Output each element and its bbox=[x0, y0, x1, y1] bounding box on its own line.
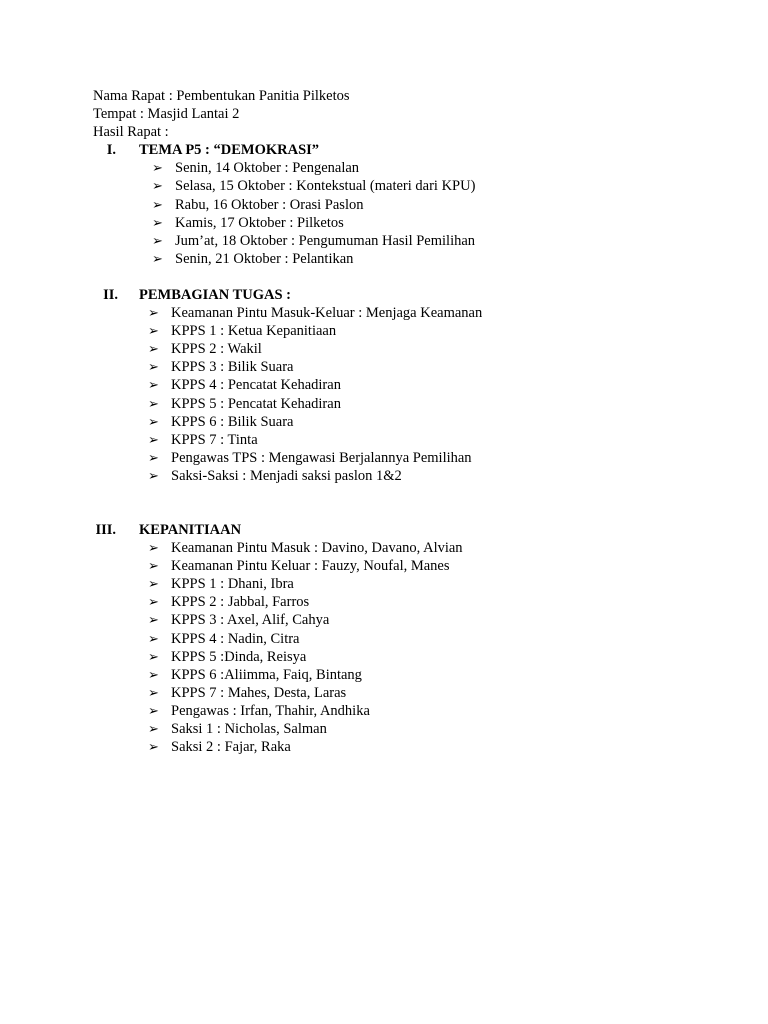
arrowhead-bullet-icon: ➢ bbox=[152, 160, 163, 176]
arrowhead-bullet-icon: ➢ bbox=[148, 395, 159, 411]
list-item: ➢ KPPS 2 : Jabbal, Farros bbox=[148, 594, 310, 611]
arrowhead-bullet-icon: ➢ bbox=[148, 666, 159, 682]
list-item: ➢ Keamanan Pintu Masuk : Davino, Davano, Alvian bbox=[148, 540, 463, 557]
arrowhead-bullet-icon: ➢ bbox=[148, 630, 159, 646]
list-item: ➢ Saksi 2 : Fajar, Raka bbox=[148, 739, 291, 756]
arrowhead-bullet-icon: ➢ bbox=[148, 359, 159, 375]
task-assignment-list bbox=[93, 304, 693, 485]
list-item: ➢ KPPS 5 :Dinda, Reisya bbox=[148, 648, 307, 665]
section-numeral: I. bbox=[106, 142, 116, 159]
list-item: ➢ KPPS 3 : Bilik Suara bbox=[148, 359, 294, 376]
spacer bbox=[93, 485, 693, 521]
list-item: ➢ KPPS 6 :Aliimma, Faiq, Bintang bbox=[148, 666, 362, 683]
list-item: ➢ Senin, 14 Oktober : Pengenalan bbox=[152, 160, 360, 177]
arrowhead-bullet-icon: ➢ bbox=[148, 323, 159, 339]
list-item: ➢ KPPS 7 : Tinta bbox=[148, 431, 258, 448]
section-heading-kepanitiaan bbox=[93, 521, 693, 539]
list-item: ➢ Pengawas TPS : Mengawasi Berjalannya Pemilihan bbox=[148, 449, 472, 466]
arrowhead-bullet-icon: ➢ bbox=[152, 250, 163, 266]
section-title: TEMA P5 : “DEMOKRASI” bbox=[139, 142, 320, 159]
list-item: ➢ KPPS 7 : Mahes, Desta, Laras bbox=[148, 684, 347, 701]
arrowhead-bullet-icon: ➢ bbox=[148, 558, 159, 574]
list-item: ➢ KPPS 4 : Nadin, Citra bbox=[148, 630, 300, 647]
arrowhead-bullet-icon: ➢ bbox=[148, 377, 159, 393]
arrowhead-bullet-icon: ➢ bbox=[148, 594, 159, 610]
meeting-name: Nama Rapat : Pembentukan Panitia Pilketos bbox=[93, 88, 350, 104]
section-heading-pembagian-tugas bbox=[93, 286, 693, 304]
meeting-result-label: Hasil Rapat : bbox=[93, 124, 169, 141]
list-item: ➢ KPPS 6 : Bilik Suara bbox=[148, 413, 294, 430]
document-body bbox=[93, 87, 693, 756]
section-numeral: III. bbox=[95, 521, 116, 538]
section-title: PEMBAGIAN TUGAS : bbox=[139, 286, 291, 303]
arrowhead-bullet-icon: ➢ bbox=[152, 214, 163, 230]
meeting-place: Tempat : Masjid Lantai 2 bbox=[93, 106, 240, 123]
spacer bbox=[93, 268, 693, 286]
list-item: ➢ KPPS 2 : Wakil bbox=[148, 341, 262, 358]
arrowhead-bullet-icon: ➢ bbox=[152, 196, 163, 212]
list-item: ➢ KPPS 4 : Pencatat Kehadiran bbox=[148, 377, 341, 394]
arrowhead-bullet-icon: ➢ bbox=[148, 341, 159, 357]
arrowhead-bullet-icon: ➢ bbox=[148, 612, 159, 628]
arrowhead-bullet-icon: ➢ bbox=[148, 413, 159, 429]
list-item: ➢ Selasa, 15 Oktober : Kontekstual (materi dari KPU) bbox=[152, 178, 476, 195]
section-numeral: II. bbox=[103, 286, 118, 303]
list-item: ➢ KPPS 3 : Axel, Alif, Cahya bbox=[148, 612, 330, 629]
arrowhead-bullet-icon: ➢ bbox=[148, 739, 159, 755]
list-item: ➢ Pengawas : Irfan, Thahir, Andhika bbox=[148, 702, 370, 719]
list-item: ➢ Saksi-Saksi : Menjadi saksi paslon 1&2 bbox=[148, 467, 402, 484]
section-title: KEPANITIAAN bbox=[139, 521, 242, 538]
list-item: ➢ Rabu, 16 Oktober : Orasi Paslon bbox=[152, 196, 364, 213]
arrowhead-bullet-icon: ➢ bbox=[148, 684, 159, 700]
list-item: ➢ Kamis, 17 Oktober : Pilketos bbox=[152, 214, 344, 231]
arrowhead-bullet-icon: ➢ bbox=[152, 178, 163, 194]
list-item: ➢ Senin, 21 Oktober : Pelantikan bbox=[152, 250, 354, 267]
committee-list bbox=[93, 539, 693, 756]
list-item: ➢ Keamanan Pintu Keluar : Fauzy, Noufal, Manes bbox=[148, 558, 450, 575]
arrowhead-bullet-icon: ➢ bbox=[148, 648, 159, 664]
arrowhead-bullet-icon: ➢ bbox=[148, 576, 159, 592]
arrowhead-bullet-icon: ➢ bbox=[148, 431, 159, 447]
tema-schedule-list bbox=[93, 159, 693, 268]
list-item: ➢ KPPS 1 : Ketua Kepanitiaan bbox=[148, 323, 337, 340]
list-item: ➢ Jum’at, 18 Oktober : Pengumuman Hasil Pemilihan bbox=[152, 232, 476, 249]
arrowhead-bullet-icon: ➢ bbox=[148, 540, 159, 556]
list-item: ➢ KPPS 5 : Pencatat Kehadiran bbox=[148, 395, 341, 412]
list-item: ➢ Saksi 1 : Nicholas, Salman bbox=[148, 721, 327, 737]
arrowhead-bullet-icon: ➢ bbox=[148, 721, 159, 736]
arrowhead-bullet-icon: ➢ bbox=[148, 702, 159, 718]
section-heading-tema bbox=[93, 141, 693, 159]
arrowhead-bullet-icon: ➢ bbox=[148, 305, 159, 321]
arrowhead-bullet-icon: ➢ bbox=[152, 232, 163, 248]
list-item: ➢ Keamanan Pintu Masuk-Keluar : Menjaga Keamanan bbox=[148, 305, 483, 322]
arrowhead-bullet-icon: ➢ bbox=[148, 467, 159, 483]
list-item: ➢ KPPS 1 : Dhani, Ibra bbox=[148, 576, 294, 593]
arrowhead-bullet-icon: ➢ bbox=[148, 449, 159, 465]
